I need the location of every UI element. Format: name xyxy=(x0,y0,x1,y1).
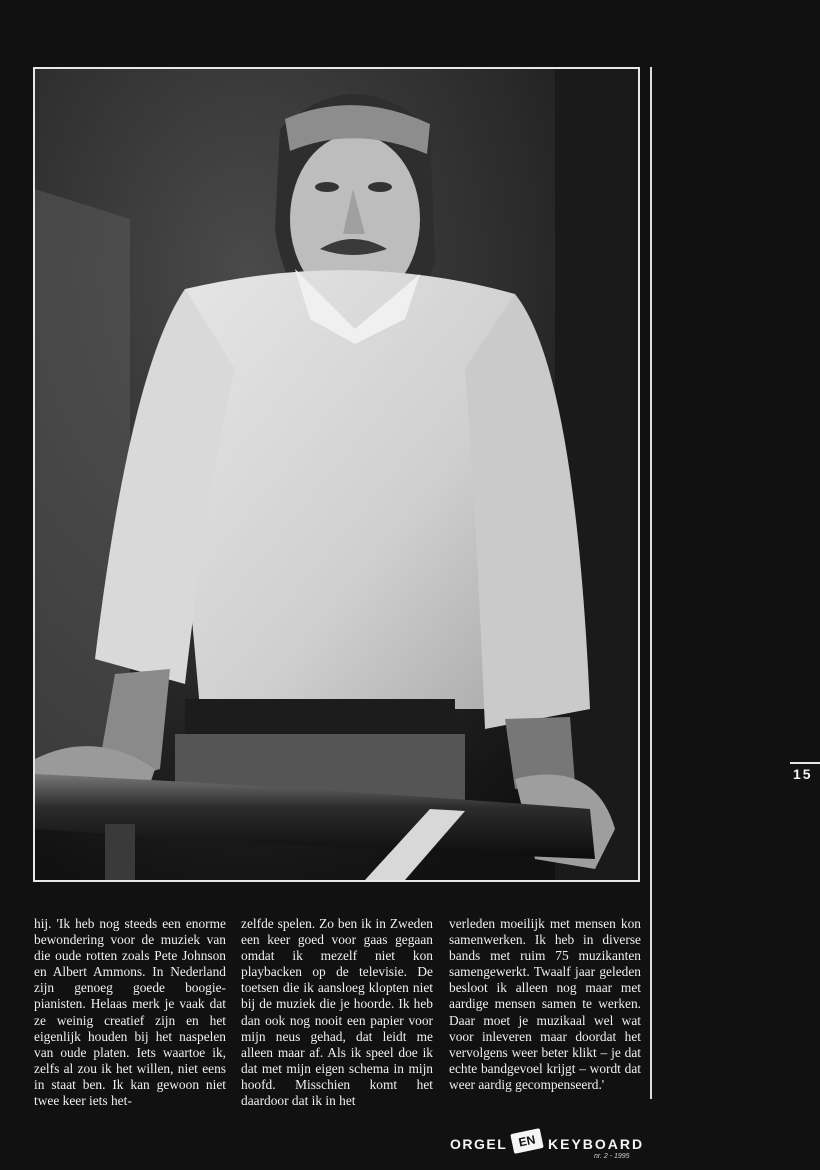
masthead-keyboard: KEYBOARD xyxy=(548,1136,645,1152)
article-column-1-text: hij. 'Ik heb nog steeds een enorme bewondering voor de muziek van die oude rotten zoals Pete Johnson en Albert Ammons. In Nederland zijn genoeg goede boogie-pianisten. Helaas merk je vaak dat ze weinig creatief zijn en het eigenlijk houden bij het naspelen van oude platen. Iets waartoe ik, zelfs al zou ik het willen, niet eens in staat ben. Ik kan gewoon niet twee keer iets het- xyxy=(34,916,226,1109)
portrait-photo xyxy=(33,67,640,882)
issue-number: nr. 2 - 1995 xyxy=(594,1153,630,1160)
page-number: 15 xyxy=(793,766,813,782)
article-column-3-text: verleden moeilijk met mensen kon samenwerken. Ik heb in diverse bands met ruim 75 muzikanten samengewerkt. Twaalf jaar geleden besloot ik alleen nog maar met aardige mensen samen te werken. Daar moet je muzikaal wel wat voor inleveren maar doordat het vervolgens weer beter klikt – je dat echte bandgevoel krijgt – wordt dat weer aardig gecompenseerd.' xyxy=(449,916,641,1092)
article-column-2-text: zelfde spelen. Zo ben ik in Zweden een keer goed voor gaas gegaan omdat ik mezelf niet kon playbacken op de televisie. De toetsen die ik aansloeg klopten niet bij de muziek die je hoorde. Ik heb dan ook nog nooit een papier voor mijn neus gehad, dat leidt me alleen maar af. Als ik speel doe ik dat met mijn eigen schema in mijn hoofd. Misschien komt het daardoor dat ik in het xyxy=(241,916,433,1109)
vertical-rule xyxy=(650,67,652,1099)
article-column-2 xyxy=(241,916,433,1109)
portrait-illustration xyxy=(35,69,638,880)
masthead-en-badge: EN xyxy=(510,1128,544,1154)
article-column-3 xyxy=(449,916,641,1093)
article-column-1 xyxy=(34,916,226,1109)
article-body xyxy=(34,916,644,1109)
masthead-orgel: ORGEL xyxy=(450,1136,508,1152)
